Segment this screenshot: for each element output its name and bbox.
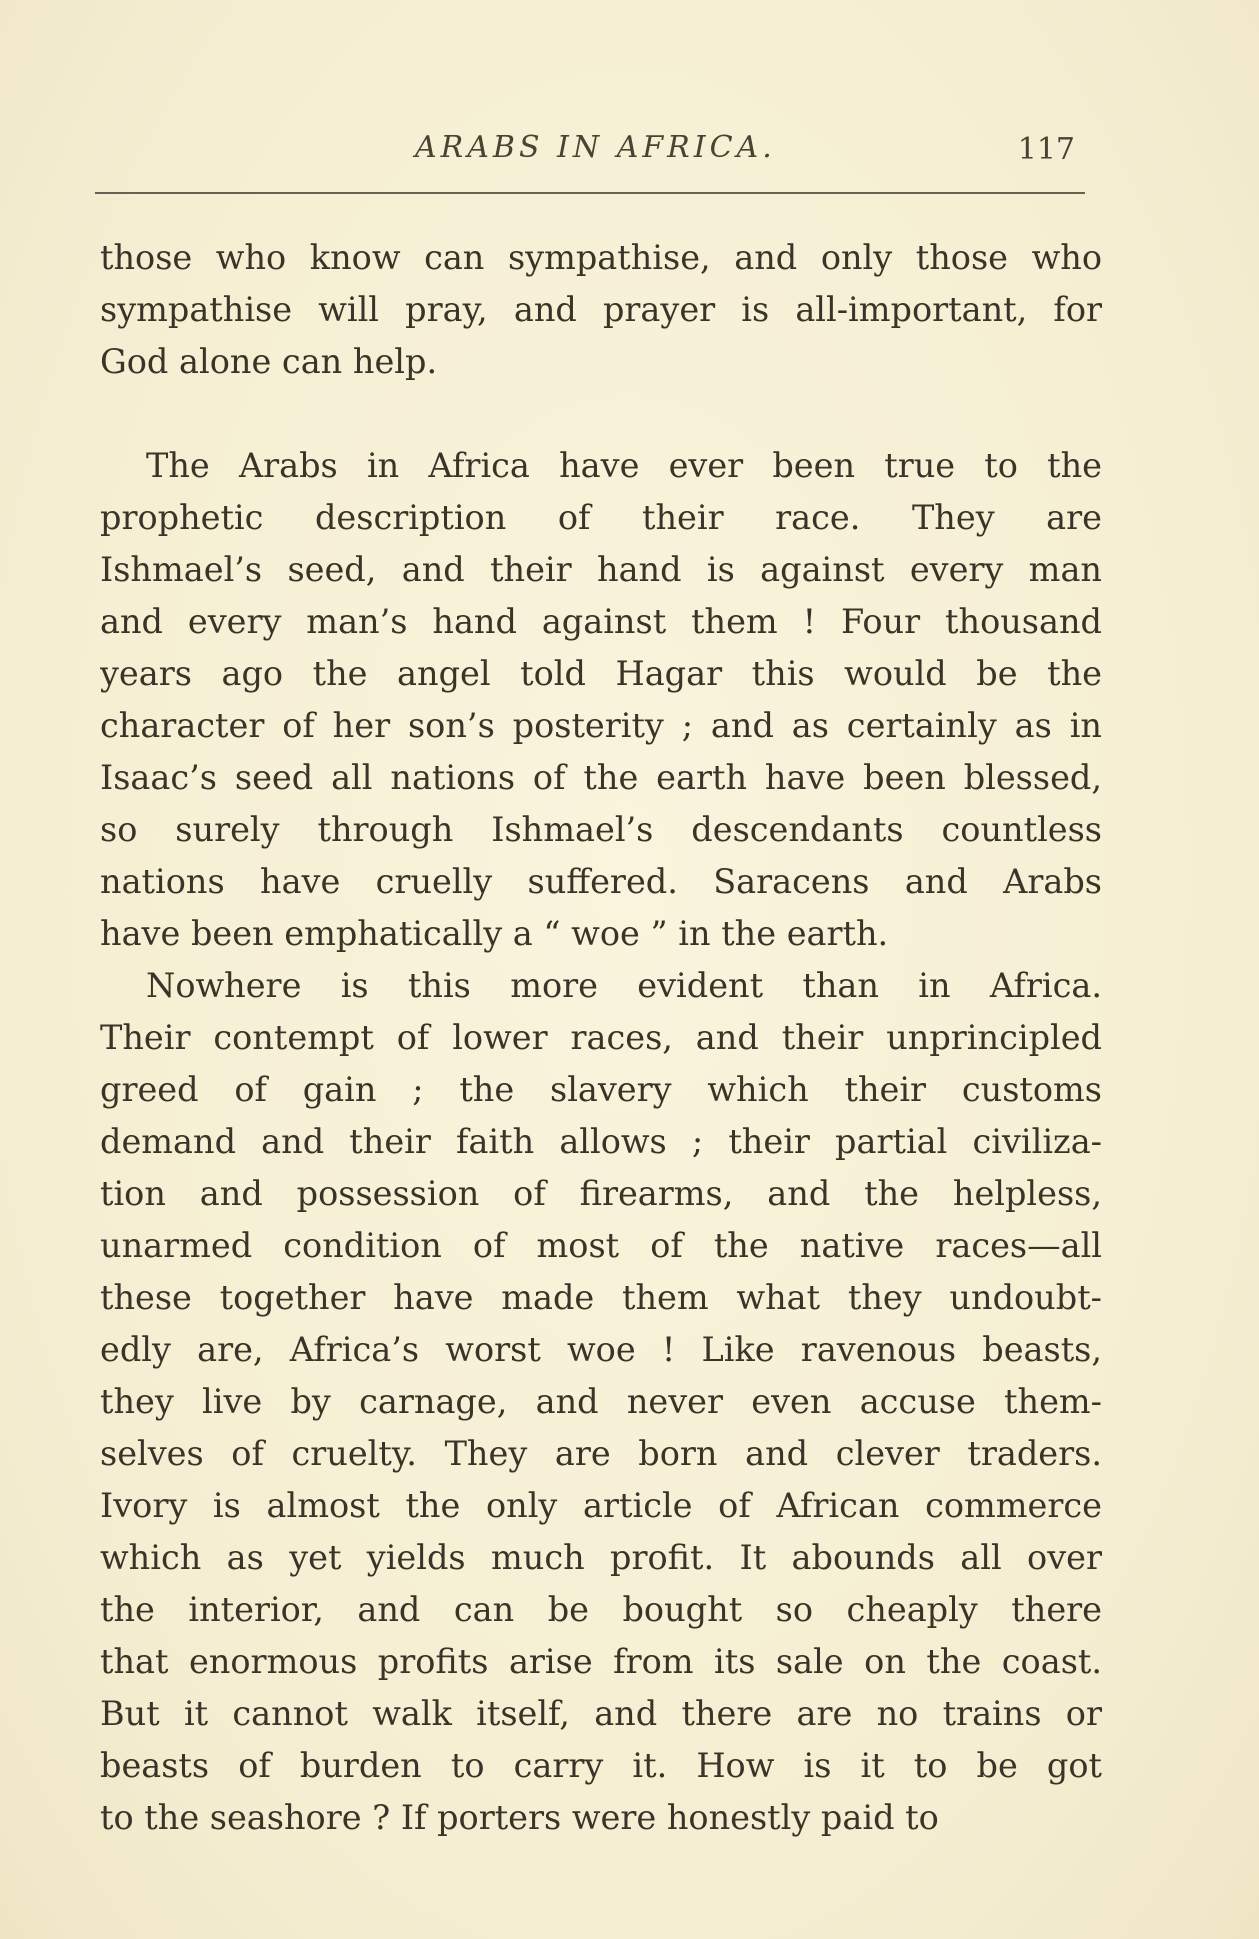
text-line: prophetic description of their race. They are — [100, 498, 1102, 537]
paragraph — [100, 440, 1102, 960]
running-title: ARABS IN AFRICA. — [415, 130, 776, 165]
text-line: beasts of burden to carry it. How is it to be got — [100, 1746, 1102, 1785]
text-line: that enormous profits arise from its sale on the coast. — [100, 1642, 1102, 1681]
paragraph — [100, 232, 1102, 388]
header-rule — [95, 192, 1085, 194]
paragraph — [100, 960, 1102, 1844]
text-line: they live by carnage, and never even accuse them- — [100, 1382, 1102, 1421]
text-line: have been emphatically a “ woe ” in the earth. — [100, 914, 889, 953]
text-line: God alone can help. — [100, 342, 438, 381]
text-line: these together have made them what they undoubt- — [100, 1278, 1102, 1317]
text-line: Their contempt of lower races, and their unprincipled — [100, 1018, 1102, 1057]
text-line: which as yet yields much profit. It abounds all over — [100, 1538, 1102, 1577]
text-line: sympathise will pray, and prayer is all-important, for — [100, 290, 1102, 329]
text-line: Ivory is almost the only article of African commerce — [100, 1486, 1102, 1525]
text-line: Isaac’s seed all nations of the earth have been blessed, — [100, 758, 1102, 797]
running-head — [95, 130, 1085, 170]
text-line: tion and possession of firearms, and the helpless, — [100, 1174, 1102, 1213]
text-line: The Arabs in Africa have ever been true to the — [146, 446, 1102, 485]
text-line: edly are, Africa’s worst woe ! Like ravenous beasts, — [100, 1330, 1102, 1369]
text-line: Ishmael’s seed, and their hand is against every man — [100, 550, 1102, 589]
text-line: those who know can sympathise, and only those who — [100, 238, 1102, 277]
text-line: demand and their faith allows ; their partial civiliza- — [100, 1122, 1102, 1161]
body-text — [100, 232, 1102, 1844]
text-line: and every man’s hand against them ! Four thousand — [100, 602, 1102, 641]
text-line: years ago the angel told Hagar this would be the — [100, 654, 1102, 693]
text-line: so surely through Ishmael’s descendants countless — [100, 810, 1102, 849]
text-line: greed of gain ; the slavery which their customs — [100, 1070, 1102, 1109]
text-line: unarmed condition of most of the native races—all — [100, 1226, 1102, 1265]
text-line: But it cannot walk itself, and there are no trains or — [100, 1694, 1102, 1733]
page-number: 117 — [1017, 132, 1075, 167]
paragraph-gap — [100, 388, 1102, 440]
text-line: character of her son’s posterity ; and as certainly as in — [100, 706, 1102, 745]
text-line: to the seashore ? If porters were honestly paid to — [100, 1798, 939, 1837]
text-line: Nowhere is this more evident than in Africa. — [146, 966, 1102, 1005]
text-line: selves of cruelty. They are born and clever traders. — [100, 1434, 1102, 1473]
text-line: nations have cruelly suffered. Saracens and Arabs — [100, 862, 1102, 901]
text-line: the interior, and can be bought so cheaply there — [100, 1590, 1102, 1629]
